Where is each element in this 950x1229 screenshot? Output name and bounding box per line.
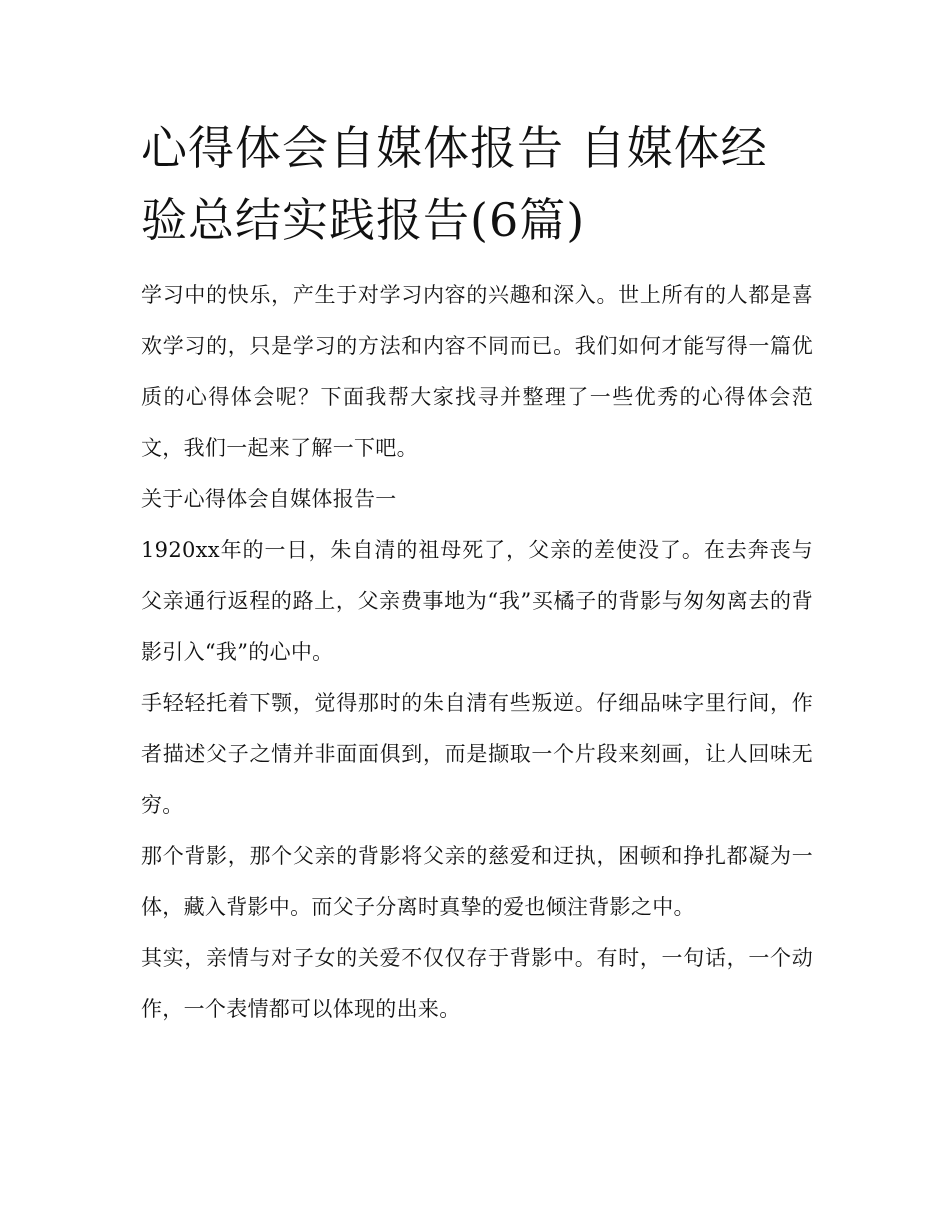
body-paragraph: 那个背影，那个父亲的背影将父亲的慈爱和迂执，困顿和挣扎都凝为一体，藏入背影中。而父子分离时真挚的爱也倾注背影之中。 xyxy=(141,844,813,919)
intro-paragraph: 学习中的快乐，产生于对学习内容的兴趣和深入。世上所有的人都是喜欢学习的，只是学习的方法和内容不同而已。我们如何才能写得一篇优质的心得体会呢？下面我帮大家找寻并整理了一些优秀的心得体会范文，我们一起来了解一下吧。 xyxy=(141,283,813,460)
body-paragraph: 其实，亲情与对子女的关爱不仅仅存于背影中。有时，一句话，一个动作，一个表情都可以体现的出来。 xyxy=(141,946,813,1021)
body-paragraph: 1920xx年的一日，朱自清的祖母死了，父亲的差使没了。在去奔丧与父亲通行返程的路上，父亲费事地为“我”买橘子的背影与匆匆离去的背影引入“我”的心中。 xyxy=(141,538,813,664)
section-heading: 关于心得体会自媒体报告一 xyxy=(141,487,397,511)
document-body xyxy=(141,112,813,1035)
document-title: 心得体会自媒体报告 自媒体经验总结实践报告(6篇) xyxy=(141,121,768,247)
body-paragraph: 手轻轻托着下颚，觉得那时的朱自清有些叛逆。仔细品味字里行间，作者描述父子之情并非面面俱到，而是撷取一个片段来刻画，让人回味无穷。 xyxy=(141,691,813,817)
